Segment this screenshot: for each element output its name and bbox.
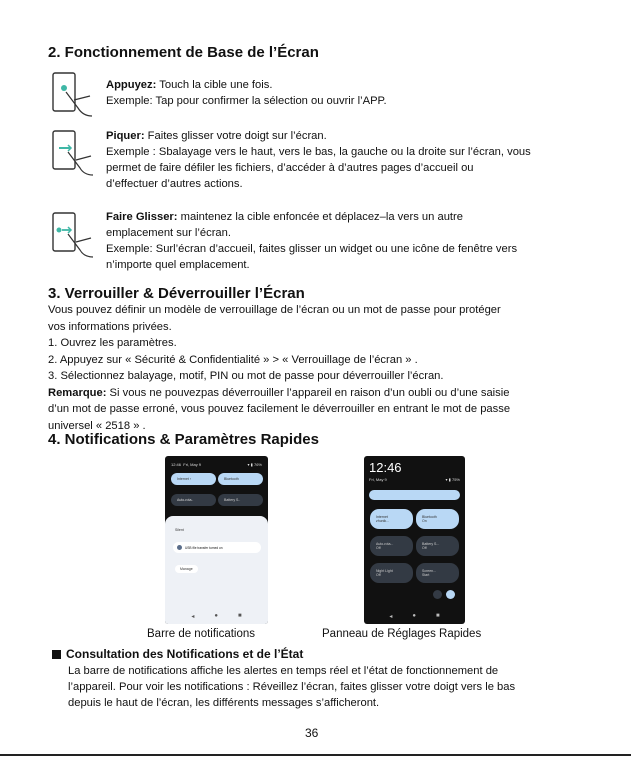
power-icon[interactable] bbox=[446, 590, 455, 599]
internet-tile[interactable]: Internet › bbox=[171, 473, 216, 485]
swipe-desc: Piquer: Faites glisser votre doigt sur l’écran. Exemple : Sbalayage vers le haut, vers le bas, la gauche ou la droite sur l’écran, vous permet de faire défiler les fichiers, d’accéder à d’autres pages d’accueil ou d’effectuer d’autres actions. bbox=[106, 130, 531, 190]
qs-nav-bar bbox=[364, 613, 465, 620]
qs-battery: ▾ ▮ 75% bbox=[445, 477, 460, 482]
section-3-title: 3. Verrouiller & Déverrouiller l’Écran bbox=[48, 285, 305, 302]
edit-icon[interactable] bbox=[433, 590, 442, 599]
qs-internet-tile[interactable]: Internet zhunik... bbox=[370, 509, 413, 529]
battery-saver-tile[interactable]: Battery S.. bbox=[218, 494, 263, 506]
recents-icon[interactable]: ■ bbox=[238, 613, 242, 619]
qs-recents-icon[interactable]: ■ bbox=[436, 613, 440, 619]
notification-panel bbox=[165, 516, 268, 624]
caption-notification-bar: Barre de notifications bbox=[147, 628, 256, 640]
qs-home-icon[interactable]: ● bbox=[412, 613, 416, 619]
silent-label: Silent bbox=[175, 528, 184, 532]
brightness-slider[interactable] bbox=[369, 490, 460, 500]
bottom-rule bbox=[0, 754, 631, 756]
qs-battery-saver-tile[interactable]: Battery S... Off bbox=[416, 536, 459, 556]
drag-desc: Faire Glisser: maintenez la cible enfoncée et déplacez–la vers un autre emplacement sur l’écran. Exemple: Surl’écran d’accueil, faites glisser un widget ou une icône de fenêtre vers n’importe quel emplacement. bbox=[106, 211, 518, 271]
qs-bluetooth-tile[interactable]: Bluetooth On bbox=[416, 509, 459, 529]
usb-notification[interactable]: USB file transfer turned on bbox=[173, 542, 261, 553]
square-bullet-icon bbox=[52, 650, 61, 659]
section-3-body: Vous pouvez définir un modèle de verrouillage de l’écran ou un mot de passe pour protéger vos informations privées. 1. Ouvrez les paramètres. 2. Appuyez sur « Sécurité & Confidentialité » > « Verrouillage de l’écran » . 3. Sélectionnez balayage, motif, PIN ou mot de passe pour déverrouiller l’écran. Remarque: Si vous ne pouvezpas déverrouiller l’appareil en raison d’un oubli ou d’une saisie d’un mot de passe erroné, vous pouvez facilement le déverrouiller en entrant le mot de passe universel « 2518 » . bbox=[48, 304, 511, 432]
swipe-gesture-icon bbox=[50, 128, 100, 178]
qs-screen-record-tile[interactable]: Screen... Start bbox=[416, 563, 459, 583]
subsection-body: La barre de notifications affiche les alertes en temps réel et l’état de fonctionnement de l’appareil. Pour voir les notifications : Réveillez l’écran, faites glisser votre doigt vers le bas depuis le haut de l’écran, les différents messages s’afficheront. bbox=[68, 665, 516, 709]
status-time: 12:46 Fri, May 9 bbox=[171, 462, 202, 467]
home-icon[interactable]: ● bbox=[214, 613, 218, 619]
status-battery: ▾ ▮ 76% bbox=[247, 462, 262, 467]
drag-gesture-icon bbox=[50, 210, 100, 260]
qs-date: Fri, May 9 bbox=[369, 477, 387, 482]
manage-button[interactable]: Manage bbox=[175, 565, 198, 573]
back-icon[interactable]: ◂ bbox=[191, 614, 195, 620]
tap-desc: Appuyez: Touch la cible une fois. Exemple: Tap pour confirmer la sélection ou ouvrir l’APP. bbox=[106, 79, 387, 107]
qs-night-light-tile[interactable]: Night Light Off bbox=[370, 563, 413, 583]
usb-icon bbox=[177, 545, 182, 550]
auto-rotate-tile[interactable]: Auto-rota.. bbox=[171, 494, 216, 506]
caption-quick-settings: Panneau de Réglages Rapides bbox=[322, 628, 482, 640]
tap-gesture-icon bbox=[50, 70, 100, 120]
section-2-title: 2. Fonctionnement de Base de l’Écran bbox=[48, 44, 319, 61]
nav-bar bbox=[165, 613, 268, 620]
qs-auto-rotate-tile[interactable]: Auto-rota... Off bbox=[370, 536, 413, 556]
qs-time: 12:46 bbox=[369, 460, 402, 475]
quick-settings-screenshot bbox=[364, 456, 465, 624]
page-number: 36 bbox=[305, 726, 319, 740]
bluetooth-tile[interactable]: Bluetooth bbox=[218, 473, 263, 485]
notification-bar-screenshot bbox=[165, 456, 268, 624]
qs-back-icon[interactable]: ◂ bbox=[389, 614, 393, 620]
section-4-title: 4. Notifications & Paramètres Rapides bbox=[48, 431, 319, 448]
subsection-title: Consultation des Notifications et de l’État bbox=[66, 647, 304, 661]
